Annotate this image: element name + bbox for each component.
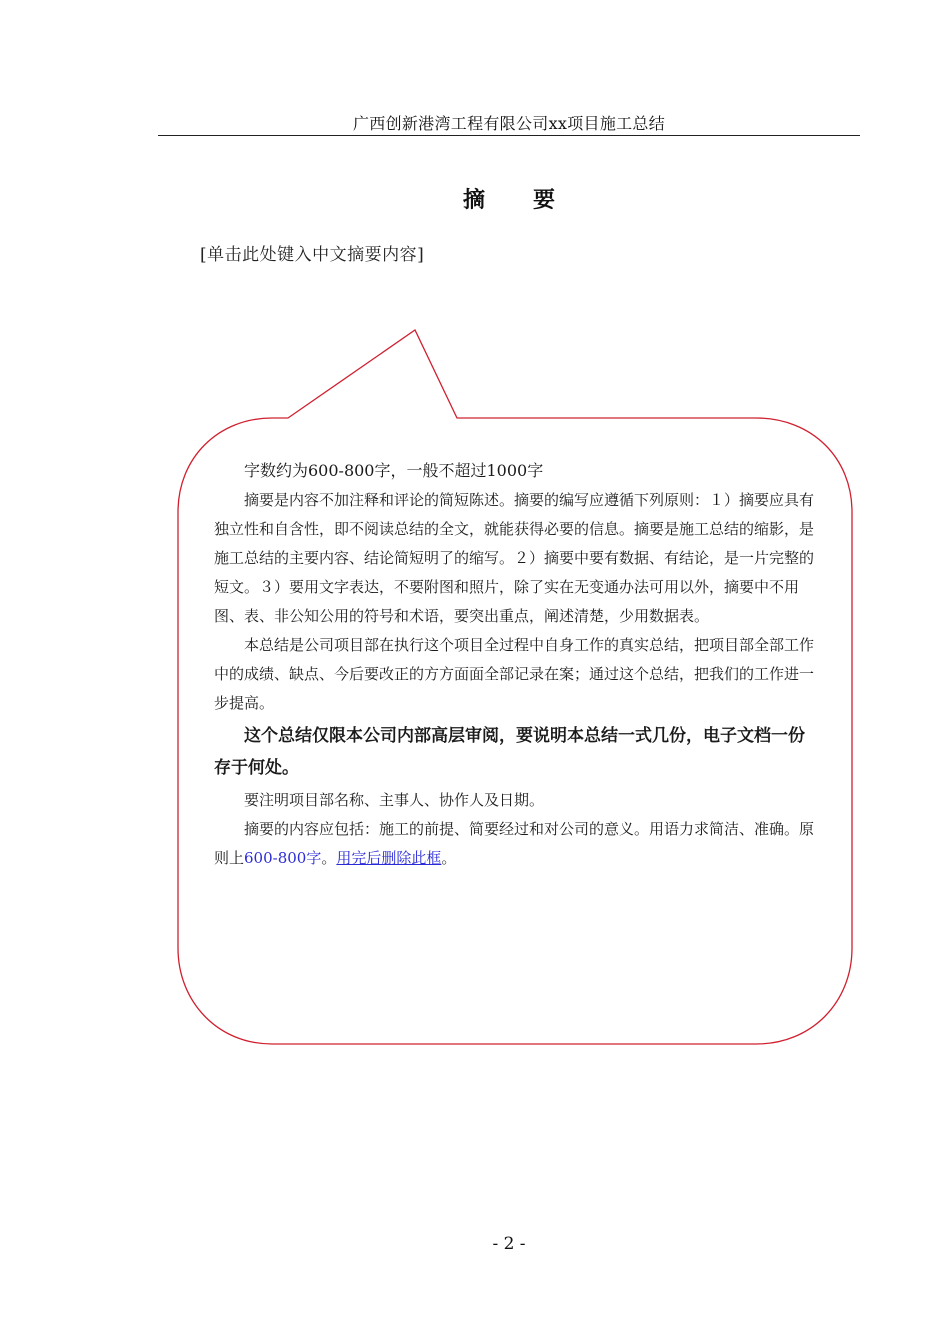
- project-info-note: 要注明项目部名称、主事人、协作人及日期。: [244, 791, 545, 809]
- abstract-principles-paragraph: 摘要是内容不加注释和评论的简短陈述。摘要的编写应遵循下列原则：１）摘要应具有独立性和自含性，即不阅读总结的全文，就能获得必要的信息。摘要是施工总结的缩影，是施工总结的主要内容、结论简短明了的缩写。２）摘要中要有数据、有结论，是一片完整的短文。３）要用文字表达，不要附图和照片，除了实在无变通办法可用以外，摘要中不用图、表、非公知公用的符号和术语，要突出重点，阐述清楚，少用数据表。: [214, 491, 815, 625]
- abstract-content-paragraph: [214, 815, 816, 873]
- word-count-note: 字数约为600-800字，一般不超过1000字: [244, 461, 544, 480]
- sentence-separator: 。: [321, 849, 337, 867]
- word-range-highlight: 600-800字: [244, 849, 322, 867]
- abstract-title: 摘要: [462, 187, 603, 213]
- delete-box-link[interactable]: 用完后删除此框: [336, 849, 442, 867]
- running-header: 广西创新港湾工程有限公司xx项目施工总结: [352, 114, 666, 133]
- summary-purpose-paragraph: 本总结是公司项目部在执行这个项目全过程中自身工作的真实总结，把项目部全部工作中的成绩、缺点、今后要改正的方方面面全部记录在案；通过这个总结，把我们的工作进一步提高。: [214, 636, 815, 712]
- sentence-end: 。: [441, 849, 457, 867]
- page-number: - 2 -: [492, 1234, 526, 1254]
- abstract-placeholder-field[interactable]: [单击此处键入中文摘要内容]: [200, 245, 425, 265]
- callout-content: [214, 456, 816, 873]
- abstract-content-text: 摘要的内容应包括：施工的前提、简要经过和对公司的意义。用语力求简洁、准确。原则上: [214, 820, 815, 867]
- internal-review-note: 这个总结仅限本公司内部高层审阅，要说明本总结一式几份，电子文档一份存于何处。: [214, 726, 805, 778]
